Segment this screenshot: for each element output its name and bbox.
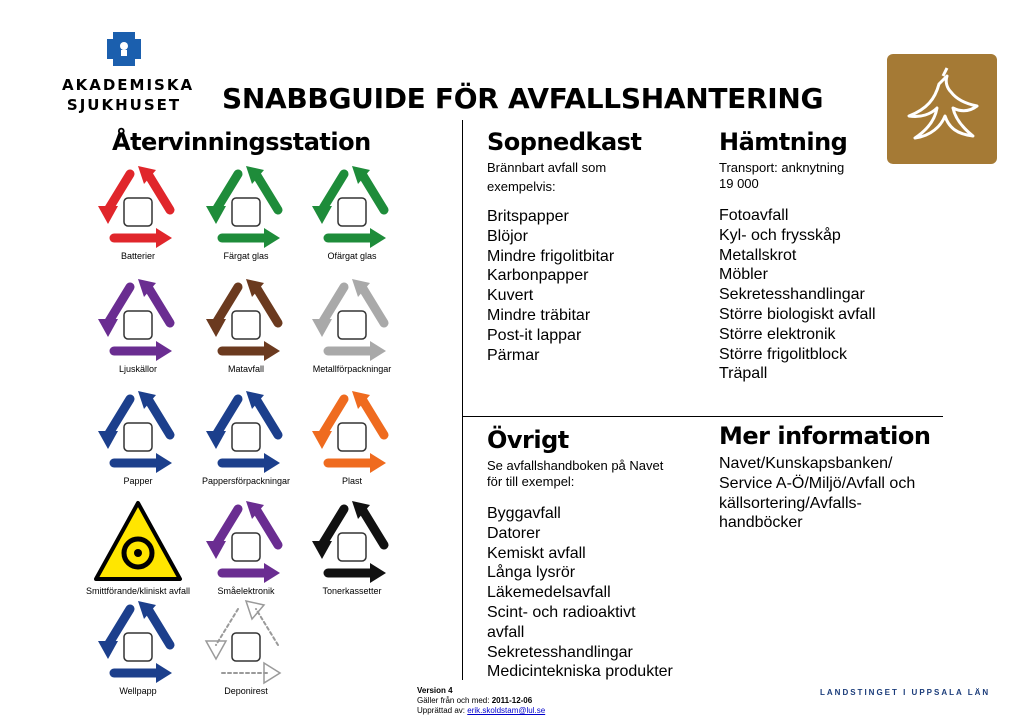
list-item: Sekretesshandlingar xyxy=(487,643,633,661)
recycling-item xyxy=(84,497,192,596)
hamtning-list xyxy=(719,206,939,384)
recycling-item xyxy=(192,162,300,261)
list-item: Fotoavfall xyxy=(719,207,789,224)
page-title: SNABBGUIDE FÖR AVFALLSHANTERING xyxy=(222,82,824,115)
info-line: källsortering/Avfalls- xyxy=(719,494,862,512)
version-text: Version 4 xyxy=(417,686,453,695)
battery-icon xyxy=(90,162,186,250)
hamtning-subtitle-2: 19 000 xyxy=(719,176,759,191)
list-item: Blöjor xyxy=(487,227,528,245)
recycling-item xyxy=(192,497,300,596)
recycling-item-label: Smittförande/kliniskt avfall xyxy=(85,586,191,596)
list-item: Pärmar xyxy=(487,346,540,364)
recycling-item-label: Pappersförpackningar xyxy=(201,476,291,486)
clear-bottle-icon xyxy=(304,162,400,250)
list-item: Långa lysrör xyxy=(487,564,576,582)
recycling-item xyxy=(298,275,406,374)
ovrigt-title: Övrigt xyxy=(487,426,569,454)
recycling-item xyxy=(192,597,300,696)
list-item: Sekretesshandlingar xyxy=(719,286,865,304)
hamtning-title: Hämtning xyxy=(719,128,848,156)
recycling-item-label: Batterier xyxy=(120,251,155,261)
green-bottle-icon xyxy=(198,162,294,250)
light-bulb-icon xyxy=(90,275,186,363)
carton-icon xyxy=(198,387,294,475)
recycling-item-label: Tonerkassetter xyxy=(322,586,382,596)
sopnedkast-title: Sopnedkast xyxy=(487,128,642,156)
logo-line-1: AKADEMISKA xyxy=(62,76,195,94)
author-email-link[interactable]: erik.skoldstam@lul.se xyxy=(467,706,546,715)
cardboard-icon xyxy=(90,597,186,685)
small-electronics-icon xyxy=(198,497,294,585)
hamtning-subtitle-1: Transport: anknytning xyxy=(719,160,845,175)
valid-label: Gäller från och med: xyxy=(417,696,490,705)
list-item: Karbonpapper xyxy=(487,267,589,285)
recycling-item-label: Papper xyxy=(123,476,153,486)
list-item: avfall xyxy=(487,623,525,641)
list-item: Kuvert xyxy=(487,287,534,305)
hospital-logo xyxy=(62,30,195,115)
toner-cartridge-icon xyxy=(304,497,400,585)
recycling-item-label: Metallförpackningar xyxy=(312,364,392,374)
valid-date: 2011-12-06 xyxy=(491,696,533,705)
biohazard-icon xyxy=(90,497,186,585)
ovrigt-subtitle-2: för till exempel: xyxy=(487,474,575,489)
more-info-section xyxy=(719,422,959,533)
sopnedkast-subtitle-1: Brännbart avfall som xyxy=(487,160,607,175)
ovrigt-list xyxy=(487,504,707,682)
recycling-item-label: Plast xyxy=(341,476,362,486)
list-item: Läkemedelsavfall xyxy=(487,584,611,602)
sopnedkast-subtitle-2: exempelvis: xyxy=(487,179,556,194)
recycling-item xyxy=(84,597,192,696)
list-item: Större biologiskt avfall xyxy=(719,305,876,323)
landfill-icon xyxy=(198,597,294,685)
list-item: Post-it lappar xyxy=(487,326,582,344)
info-line: handböcker xyxy=(719,514,803,532)
list-item: Medicintekniska produkter xyxy=(487,663,673,681)
footer-version-block xyxy=(417,686,545,716)
recycling-item-label: Deponirest xyxy=(224,686,268,696)
recycling-item xyxy=(192,387,300,486)
horizontal-divider xyxy=(462,416,943,417)
recycling-item-label: Matavfall xyxy=(227,364,264,374)
list-item: Möbler xyxy=(719,266,768,284)
recycling-item xyxy=(298,387,406,486)
list-item: Byggavfall xyxy=(487,505,561,522)
ovrigt-subtitle-1: Se avfallshandboken på Navet xyxy=(487,458,664,473)
list-item: Mindre frigolitbitar xyxy=(487,247,615,265)
list-item: Britspapper xyxy=(487,208,569,225)
sopnedkast-list xyxy=(487,207,707,365)
recycling-item-label: Ljuskällor xyxy=(118,364,158,374)
recycling-item xyxy=(192,275,300,374)
recycling-item xyxy=(84,162,192,261)
author-label: Upprättad av: xyxy=(417,706,466,715)
recycling-item xyxy=(298,497,406,596)
metal-can-icon xyxy=(304,275,400,363)
newspaper-icon xyxy=(90,387,186,475)
recycling-item-label: Småelektronik xyxy=(217,586,275,596)
info-line: Navet/Kunskapsbanken/ xyxy=(719,455,893,472)
recycling-item xyxy=(84,275,192,374)
list-item: Mindre träbitar xyxy=(487,306,591,324)
logo-line-2: SJUKHUSET xyxy=(66,96,182,114)
food-waste-icon xyxy=(198,275,294,363)
list-item: Datorer xyxy=(487,524,541,542)
vertical-divider xyxy=(462,120,463,680)
info-line: Service A-Ö/Miljö/Avfall och xyxy=(719,474,916,492)
list-item: Träpall xyxy=(719,365,768,383)
ovrigt-section xyxy=(487,426,707,682)
medical-cross-icon xyxy=(62,30,186,70)
hamtning-section xyxy=(719,128,939,384)
recycling-item xyxy=(84,387,192,486)
recycling-station-title: Återvinningsstation xyxy=(112,128,371,156)
list-item: Större elektronik xyxy=(719,325,836,343)
list-item: Kemiskt avfall xyxy=(487,544,586,562)
recycling-item xyxy=(298,162,406,261)
county-council-logo-text: LANDSTINGET I UPPSALA LÄN xyxy=(820,688,991,697)
list-item: Metallskrot xyxy=(719,246,797,264)
recycling-item-label: Wellpapp xyxy=(119,686,157,696)
list-item: Scint- och radioaktivt xyxy=(487,603,636,621)
recycling-item-label: Färgat glas xyxy=(223,251,269,261)
list-item: Kyl- och frysskåp xyxy=(719,226,841,244)
list-item: Större frigolitblock xyxy=(719,345,848,363)
more-info-title: Mer information xyxy=(719,422,931,450)
more-info-text xyxy=(719,454,959,533)
plastic-icon xyxy=(304,387,400,475)
sopnedkast-section xyxy=(487,128,707,365)
recycling-item-label: Ofärgat glas xyxy=(327,251,377,261)
